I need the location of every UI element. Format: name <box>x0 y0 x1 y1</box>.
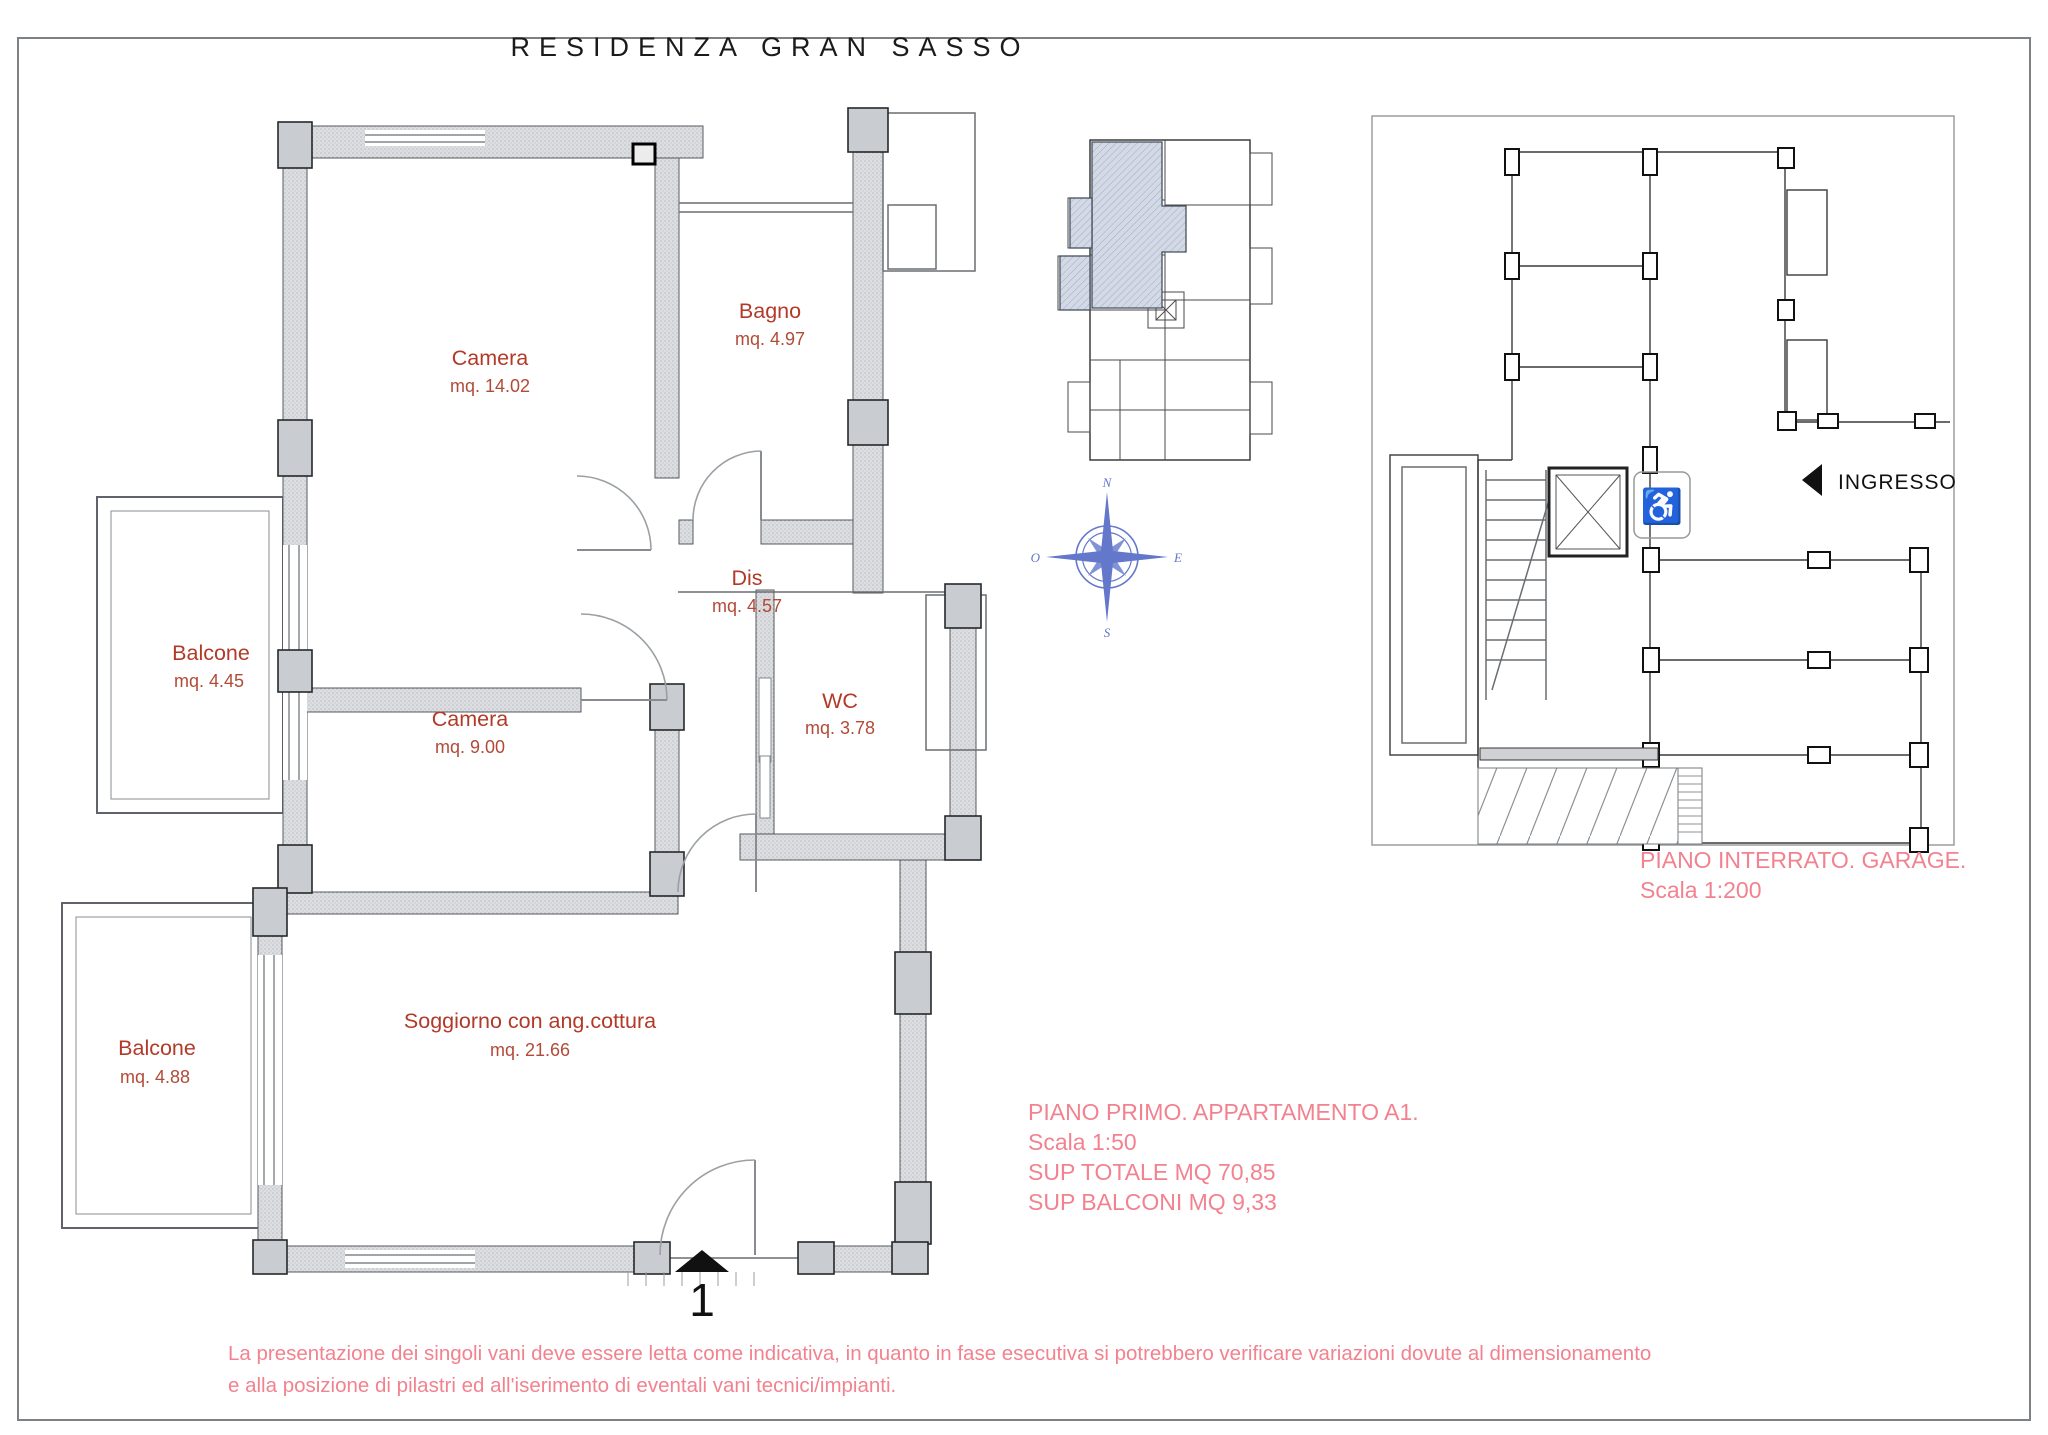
key-plan <box>1058 140 1272 460</box>
wheelchair-icon: ♿ <box>1640 488 1684 526</box>
compass-south-label: S <box>1103 625 1111 640</box>
room-label-camera-2: Camera <box>431 707 509 731</box>
room-area-wc: mq. 3.78 <box>804 718 876 738</box>
garage-plan <box>1372 116 1957 852</box>
ingresso-arrow-icon <box>1802 464 1822 496</box>
stair-core-wall <box>1480 748 1658 760</box>
room-area-camera-2: mq. 9.00 <box>434 737 506 757</box>
page-border <box>18 38 2030 1420</box>
apartment-info-line-2: Scala 1:50 <box>1028 1129 1137 1155</box>
garage-ramp <box>1478 768 1702 844</box>
room-label-camera-1: Camera <box>451 346 529 370</box>
garage-caption-line-1: PIANO INTERRATO. GARAGE. <box>1640 847 1967 873</box>
key-plan-highlighted-unit <box>1060 142 1186 310</box>
room-area-soggiorno: mq. 21.66 <box>489 1040 571 1060</box>
compass-north-label: N <box>1102 475 1112 490</box>
balcony-outlines <box>62 497 283 1228</box>
exterior-context-lines <box>670 113 986 1258</box>
disclaimer-line-1: La presentazione dei singoli vani deve essere letta come indicativa, in quanto in fase esecutiva si potrebbero verificare variazioni dovute al dimensionamento <box>228 1342 1652 1365</box>
garage-caption-line-2: Scala 1:200 <box>1640 877 1762 903</box>
apartment-info-line-4: SUP BALCONI MQ 9,33 <box>1028 1189 1277 1215</box>
apartment-floor-plan <box>62 108 986 1326</box>
disclaimer-line-2: e alla posizione di pilastri ed all'iserimento di eventali vani tecnici/impianti. <box>228 1374 897 1397</box>
room-label-dis: Dis <box>731 566 763 590</box>
compass-east-label: E <box>1174 550 1182 565</box>
room-label-wc: WC <box>822 689 858 713</box>
apartment-walls <box>258 113 976 1272</box>
garage-stair-core <box>1480 468 1690 760</box>
room-label-balcone-2: Balcone <box>118 1036 196 1060</box>
compass-rose-icon <box>1031 475 1182 640</box>
room-area-balcone-1: mq. 4.45 <box>173 671 245 691</box>
room-area-camera-1: mq. 14.02 <box>449 376 531 396</box>
apartment-info-line-1: PIANO PRIMO. APPARTAMENTO A1. <box>1028 1099 1419 1125</box>
room-label-balcone-1: Balcone <box>172 641 250 665</box>
captions <box>228 847 1966 1397</box>
page-title: RESIDENZA GRAN SASSO <box>510 32 1030 62</box>
room-area-balcone-2: mq. 4.88 <box>119 1067 191 1087</box>
room-area-dis: mq. 4.57 <box>711 596 783 616</box>
entrance-marker-number: 1 <box>689 1274 715 1326</box>
room-label-bagno: Bagno <box>738 299 802 323</box>
compass-west-label: O <box>1030 550 1040 565</box>
stairs <box>1486 470 1552 700</box>
ingresso-label: INGRESSO <box>1838 471 1957 494</box>
entrance-marker-arrow-icon <box>675 1250 729 1272</box>
apartment-info-line-3: SUP TOTALE MQ 70,85 <box>1028 1159 1276 1185</box>
room-label-soggiorno: Soggiorno con ang.cottura <box>403 1009 657 1033</box>
column-marker <box>633 144 655 164</box>
room-area-bagno: mq. 4.97 <box>734 329 806 349</box>
